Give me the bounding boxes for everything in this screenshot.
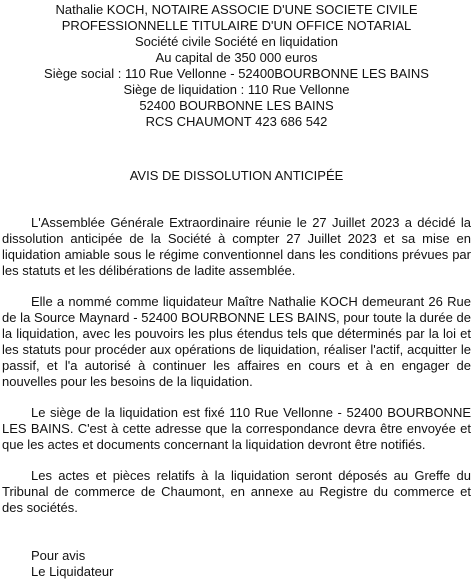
header-line-company-type: Société civile Société en liquidation xyxy=(134,34,339,49)
signoff xyxy=(2,548,471,580)
header-line-rcs: RCS CHAUMONT 423 686 542 xyxy=(145,114,328,129)
notice-header xyxy=(2,2,471,130)
signoff-liquidator: Le Liquidateur xyxy=(31,564,114,579)
paragraph-liquidation-seat: Le siège de la liquidation est fixé 110 Rue Vellonne - 52400 BOURBONNE LES BAINS. C'est à cette adresse que la correspondance devra être envoyée et que les actes et documents concernant la liquidation devront être notifiés. xyxy=(2,405,471,452)
header-line-notary: Nathalie KOCH, NOTAIRE ASSOCIE D'UNE SOCIETE CIVILE xyxy=(55,2,418,17)
header-line-liquidation-seat: Siège de liquidation : 110 Rue Vellonne xyxy=(123,82,350,97)
header-line-office: PROFESSIONNELLE TITULAIRE D'UN OFFICE NOTARIAL xyxy=(61,18,412,33)
paragraph-liquidator: Elle a nommé comme liquidateur Maître Nathalie KOCH demeurant 26 Rue de la Source Maynard - 52400 BOURBONNE LES BAINS, pour toute la durée de la liquidation, avec les pouvoirs les plus étendus tels que déterminés par la loi et les statuts pour procéder aux opérations de liquidation, réaliser l'actif, acquitter le passif, et l'a autorisé à continuer les affaires en cours et à en engager de nouvelles pour les besoins de la liquidation. xyxy=(2,294,471,389)
paragraph-dissolution: L'Assemblée Générale Extraordinaire réunie le 27 Juillet 2023 a décidé la dissolution anticipée de la Société à compter 27 Juillet 2023 et sa mise en liquidation amiable sous le régime conventionnel dans les conditions prévues par les statuts et les délibérations de ladite assemblée. xyxy=(2,215,471,278)
paragraph-filing: Les actes et pièces relatifs à la liquidation seront déposés au Greffe du Tribunal de commerce de Chaumont, en annexe au Registre du commerce et des sociétés. xyxy=(2,468,471,515)
header-line-postcode-city: 52400 BOURBONNE LES BAINS xyxy=(139,98,334,113)
notice-title: AVIS DE DISSOLUTION ANTICIPÉE xyxy=(129,168,344,183)
header-line-capital: Au capital de 350 000 euros xyxy=(155,50,318,65)
signoff-pour-avis: Pour avis xyxy=(31,548,86,563)
header-line-registered-office: Siège social : 110 Rue Vellonne - 52400BOURBONNE LES BAINS xyxy=(44,66,429,81)
